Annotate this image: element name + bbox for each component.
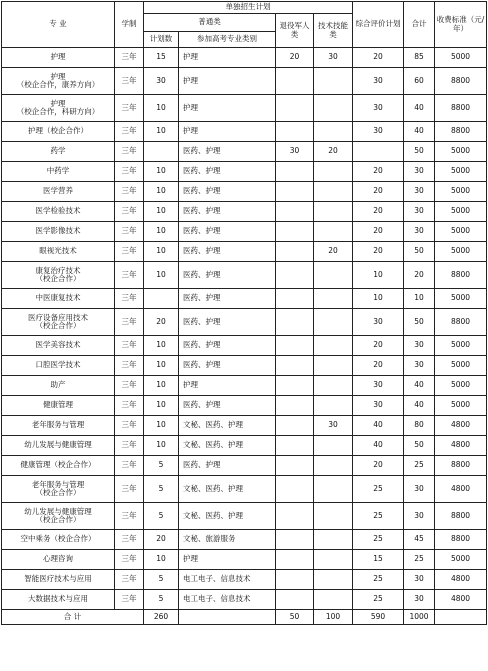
- cell-skill: [314, 202, 353, 222]
- cell-comp: 30: [353, 68, 404, 95]
- cell-fee: 5000: [435, 48, 487, 68]
- cell-total: 40: [404, 122, 435, 142]
- cell-major: 眼视光技术: [2, 242, 115, 262]
- cell-veteran: [276, 376, 314, 396]
- cell-veteran: [276, 503, 314, 530]
- cell-major: 医学影像技术: [2, 222, 115, 242]
- cell-skill: [314, 309, 353, 336]
- col-header-veteran: 退役军人类: [276, 14, 314, 48]
- cell-total: 45: [404, 530, 435, 550]
- cell-plan: 10: [144, 416, 179, 436]
- cell-comp: 30: [353, 376, 404, 396]
- cell-veteran: [276, 242, 314, 262]
- cell-years: 三年: [115, 202, 144, 222]
- cell-category: 文秘、医药、护理: [179, 416, 276, 436]
- cell-total: 30: [404, 570, 435, 590]
- cell-skill: [314, 262, 353, 289]
- cell-skill: [314, 356, 353, 376]
- cell-fee: 8800: [435, 456, 487, 476]
- col-header-comprehensive: 综合评价计划: [353, 2, 404, 48]
- cell-veteran: [276, 68, 314, 95]
- table-row: [2, 570, 487, 590]
- cell-category: 医药、护理: [179, 182, 276, 202]
- cell-years: 三年: [115, 142, 144, 162]
- cell-total: 80: [404, 416, 435, 436]
- table-row: [2, 356, 487, 376]
- cell-category: 护理: [179, 376, 276, 396]
- cell-fee: 4800: [435, 570, 487, 590]
- col-header-major: 专 业: [2, 2, 115, 48]
- cell-category: 电工电子、信息技术: [179, 570, 276, 590]
- cell-plan: 5: [144, 590, 179, 610]
- cell-major: 护理（校企合作）: [2, 122, 115, 142]
- cell-major: 中医康复技术: [2, 289, 115, 309]
- cell-fee: 5000: [435, 222, 487, 242]
- table-row: [2, 202, 487, 222]
- cell-fee: 8800: [435, 95, 487, 122]
- col-header-exam-category: 参加高考专业类别: [179, 32, 276, 48]
- cell-major: 空中乘务（校企合作）: [2, 530, 115, 550]
- cell-major: 护理: [2, 48, 115, 68]
- cell-total: 40: [404, 376, 435, 396]
- cell-comp: [353, 142, 404, 162]
- cell-years: 三年: [115, 376, 144, 396]
- cell-plan: 10: [144, 376, 179, 396]
- cell-fee: 8800: [435, 309, 487, 336]
- cell-plan: 5: [144, 476, 179, 503]
- cell-fee: 5000: [435, 396, 487, 416]
- cell-years: 三年: [115, 416, 144, 436]
- cell-skill: [314, 503, 353, 530]
- cell-plan: 5: [144, 503, 179, 530]
- cell-category: 护理: [179, 550, 276, 570]
- cell-total: 30: [404, 590, 435, 610]
- cell-category: 医药、护理: [179, 222, 276, 242]
- cell-total: 50: [404, 142, 435, 162]
- cell-plan: 5: [144, 570, 179, 590]
- cell-total: 30: [404, 476, 435, 503]
- table-row: [2, 142, 487, 162]
- cell-category: 医药、护理: [179, 142, 276, 162]
- cell-skill: 20: [314, 242, 353, 262]
- cell-veteran: [276, 162, 314, 182]
- totals-skill: 100: [314, 610, 353, 625]
- cell-major: 医学美容技术: [2, 336, 115, 356]
- cell-skill: [314, 162, 353, 182]
- cell-veteran: [276, 289, 314, 309]
- cell-fee: 8800: [435, 503, 487, 530]
- cell-years: 三年: [115, 162, 144, 182]
- cell-years: 三年: [115, 242, 144, 262]
- table-row: [2, 222, 487, 242]
- cell-category: 医药、护理: [179, 262, 276, 289]
- cell-years: 三年: [115, 222, 144, 242]
- cell-veteran: [276, 122, 314, 142]
- cell-skill: [314, 590, 353, 610]
- totals-veteran: 50: [276, 610, 314, 625]
- cell-fee: 5000: [435, 162, 487, 182]
- cell-major: 医学营养: [2, 182, 115, 202]
- cell-total: 30: [404, 503, 435, 530]
- cell-veteran: [276, 530, 314, 550]
- cell-major: 医学检验技术: [2, 202, 115, 222]
- cell-years: 三年: [115, 48, 144, 68]
- cell-fee: 5000: [435, 376, 487, 396]
- cell-comp: 40: [353, 436, 404, 456]
- cell-years: 三年: [115, 356, 144, 376]
- cell-total: 60: [404, 68, 435, 95]
- cell-major: 康复治疗技术 （校企合作）: [2, 262, 115, 289]
- table-row: [2, 550, 487, 570]
- cell-plan: 10: [144, 95, 179, 122]
- cell-category: 护理: [179, 95, 276, 122]
- cell-major: 幼儿发展与健康管理: [2, 436, 115, 456]
- cell-comp: 20: [353, 456, 404, 476]
- cell-veteran: [276, 590, 314, 610]
- cell-years: 三年: [115, 456, 144, 476]
- cell-plan: 5: [144, 456, 179, 476]
- cell-years: 三年: [115, 262, 144, 289]
- cell-comp: 25: [353, 570, 404, 590]
- table-row: [2, 503, 487, 530]
- cell-skill: [314, 530, 353, 550]
- table-row: [2, 590, 487, 610]
- cell-skill: [314, 289, 353, 309]
- cell-veteran: [276, 262, 314, 289]
- cell-plan: 10: [144, 162, 179, 182]
- cell-comp: 10: [353, 289, 404, 309]
- cell-plan: 10: [144, 202, 179, 222]
- table-row: [2, 416, 487, 436]
- cell-veteran: [276, 336, 314, 356]
- cell-total: 30: [404, 356, 435, 376]
- table-row: [2, 530, 487, 550]
- cell-comp: 20: [353, 162, 404, 182]
- cell-plan: 10: [144, 356, 179, 376]
- cell-veteran: [276, 416, 314, 436]
- cell-veteran: [276, 456, 314, 476]
- table-row: [2, 242, 487, 262]
- cell-years: 三年: [115, 182, 144, 202]
- cell-major: 口腔医学技术: [2, 356, 115, 376]
- cell-comp: 20: [353, 242, 404, 262]
- cell-plan: [144, 142, 179, 162]
- cell-plan: 10: [144, 242, 179, 262]
- cell-fee: 8800: [435, 68, 487, 95]
- cell-skill: [314, 396, 353, 416]
- cell-plan: 15: [144, 48, 179, 68]
- cell-years: 三年: [115, 336, 144, 356]
- cell-years: 三年: [115, 122, 144, 142]
- cell-veteran: [276, 182, 314, 202]
- cell-comp: 15: [353, 550, 404, 570]
- cell-category: 医药、护理: [179, 336, 276, 356]
- cell-skill: [314, 122, 353, 142]
- cell-plan: 10: [144, 396, 179, 416]
- cell-category: 电工电子、信息技术: [179, 590, 276, 610]
- cell-comp: 20: [353, 202, 404, 222]
- table-row: [2, 289, 487, 309]
- cell-category: 文秘、医药、护理: [179, 503, 276, 530]
- cell-veteran: [276, 550, 314, 570]
- cell-skill: 20: [314, 142, 353, 162]
- cell-total: 85: [404, 48, 435, 68]
- cell-category: 医药、护理: [179, 309, 276, 336]
- cell-years: 三年: [115, 530, 144, 550]
- cell-category: 医药、护理: [179, 396, 276, 416]
- cell-total: 50: [404, 242, 435, 262]
- table-row: [2, 95, 487, 122]
- cell-veteran: 20: [276, 48, 314, 68]
- cell-category: 护理: [179, 122, 276, 142]
- cell-total: 30: [404, 336, 435, 356]
- cell-comp: 30: [353, 396, 404, 416]
- col-header-fee: 收费标准（元/年）: [435, 2, 487, 48]
- cell-veteran: [276, 309, 314, 336]
- cell-plan: 20: [144, 530, 179, 550]
- cell-years: 三年: [115, 550, 144, 570]
- table-row: [2, 436, 487, 456]
- cell-major: 健康管理（校企合作）: [2, 456, 115, 476]
- cell-fee: 5000: [435, 202, 487, 222]
- cell-skill: [314, 376, 353, 396]
- cell-fee: 4800: [435, 436, 487, 456]
- cell-fee: 8800: [435, 262, 487, 289]
- cell-fee: 5000: [435, 182, 487, 202]
- cell-total: 50: [404, 436, 435, 456]
- totals-total: 1000: [404, 610, 435, 625]
- col-header-putong: 普通类: [144, 14, 276, 32]
- table-row: [2, 476, 487, 503]
- cell-total: 30: [404, 222, 435, 242]
- cell-skill: [314, 436, 353, 456]
- cell-years: 三年: [115, 309, 144, 336]
- cell-veteran: [276, 570, 314, 590]
- cell-total: 30: [404, 182, 435, 202]
- cell-comp: 20: [353, 182, 404, 202]
- cell-plan: 10: [144, 262, 179, 289]
- table-row: [2, 68, 487, 95]
- col-header-skill: 技术技能类: [314, 14, 353, 48]
- table-row: [2, 262, 487, 289]
- cell-years: 三年: [115, 570, 144, 590]
- cell-years: 三年: [115, 68, 144, 95]
- cell-comp: 40: [353, 416, 404, 436]
- cell-major: 健康管理: [2, 396, 115, 416]
- cell-skill: [314, 550, 353, 570]
- table-row: [2, 309, 487, 336]
- cell-major: 大数据技术与应用: [2, 590, 115, 610]
- cell-major: 护理 （校企合作，康养方向）: [2, 68, 115, 95]
- cell-veteran: [276, 476, 314, 503]
- cell-years: 三年: [115, 396, 144, 416]
- col-header-plan-count: 计划数: [144, 32, 179, 48]
- cell-plan: 10: [144, 436, 179, 456]
- cell-category: 护理: [179, 68, 276, 95]
- table-row: [2, 456, 487, 476]
- cell-total: 40: [404, 396, 435, 416]
- table-row: [2, 376, 487, 396]
- totals-category: [179, 610, 276, 625]
- cell-category: 医药、护理: [179, 162, 276, 182]
- cell-comp: 30: [353, 122, 404, 142]
- cell-major: 中药学: [2, 162, 115, 182]
- cell-fee: 8800: [435, 530, 487, 550]
- header-row-1: [2, 2, 487, 14]
- cell-years: 三年: [115, 95, 144, 122]
- cell-total: 30: [404, 162, 435, 182]
- cell-comp: 30: [353, 95, 404, 122]
- cell-veteran: [276, 202, 314, 222]
- cell-total: 25: [404, 550, 435, 570]
- cell-major: 医疗设备应用技术 （校企合作）: [2, 309, 115, 336]
- cell-comp: 20: [353, 336, 404, 356]
- cell-category: 医药、护理: [179, 456, 276, 476]
- cell-veteran: 30: [276, 142, 314, 162]
- cell-skill: [314, 456, 353, 476]
- cell-plan: 10: [144, 182, 179, 202]
- cell-plan: 20: [144, 309, 179, 336]
- table-row: [2, 122, 487, 142]
- cell-major: 药学: [2, 142, 115, 162]
- cell-category: 护理: [179, 48, 276, 68]
- cell-category: 文秘、医药、护理: [179, 436, 276, 456]
- cell-fee: 5000: [435, 356, 487, 376]
- cell-category: 文秘、旅游服务: [179, 530, 276, 550]
- cell-total: 50: [404, 309, 435, 336]
- cell-fee: 4800: [435, 416, 487, 436]
- cell-major: 幼儿发展与健康管理 （校企合作）: [2, 503, 115, 530]
- table-row: [2, 162, 487, 182]
- cell-skill: 30: [314, 48, 353, 68]
- col-header-duration: 学制: [115, 2, 144, 48]
- cell-years: 三年: [115, 289, 144, 309]
- cell-fee: 5000: [435, 550, 487, 570]
- cell-skill: [314, 182, 353, 202]
- totals-fee: [435, 610, 487, 625]
- cell-fee: 8800: [435, 122, 487, 142]
- col-header-total: 合计: [404, 2, 435, 48]
- cell-comp: 25: [353, 590, 404, 610]
- totals-row: [2, 610, 487, 625]
- totals-comp: 590: [353, 610, 404, 625]
- cell-total: 20: [404, 262, 435, 289]
- cell-category: 医药、护理: [179, 242, 276, 262]
- cell-skill: [314, 68, 353, 95]
- cell-comp: 25: [353, 530, 404, 550]
- cell-veteran: [276, 396, 314, 416]
- cell-veteran: [276, 222, 314, 242]
- cell-major: 老年服务与管理: [2, 416, 115, 436]
- cell-years: 三年: [115, 436, 144, 456]
- cell-comp: 10: [353, 262, 404, 289]
- cell-comp: 25: [353, 503, 404, 530]
- cell-veteran: [276, 95, 314, 122]
- cell-years: 三年: [115, 476, 144, 503]
- cell-skill: [314, 222, 353, 242]
- cell-total: 40: [404, 95, 435, 122]
- cell-plan: 10: [144, 222, 179, 242]
- cell-plan: [144, 289, 179, 309]
- cell-skill: [314, 336, 353, 356]
- cell-years: 三年: [115, 590, 144, 610]
- enrollment-plan-table: [1, 1, 487, 625]
- cell-plan: 30: [144, 68, 179, 95]
- cell-fee: 5000: [435, 336, 487, 356]
- cell-comp: 30: [353, 309, 404, 336]
- cell-veteran: [276, 436, 314, 456]
- cell-category: 医药、护理: [179, 202, 276, 222]
- cell-category: 文秘、医药、护理: [179, 476, 276, 503]
- cell-comp: 20: [353, 48, 404, 68]
- cell-years: 三年: [115, 503, 144, 530]
- cell-major: 老年服务与管理 （校企合作）: [2, 476, 115, 503]
- cell-skill: [314, 476, 353, 503]
- cell-total: 25: [404, 456, 435, 476]
- totals-plan: 260: [144, 610, 179, 625]
- cell-major: 护理 （校企合作，科研方向）: [2, 95, 115, 122]
- cell-skill: [314, 95, 353, 122]
- cell-fee: 4800: [435, 590, 487, 610]
- cell-comp: 20: [353, 222, 404, 242]
- cell-total: 30: [404, 202, 435, 222]
- cell-plan: 10: [144, 550, 179, 570]
- cell-fee: 4800: [435, 476, 487, 503]
- cell-fee: 5000: [435, 289, 487, 309]
- cell-category: 医药、护理: [179, 356, 276, 376]
- table-row: [2, 48, 487, 68]
- table-row: [2, 336, 487, 356]
- totals-label: 合 计: [2, 610, 144, 625]
- cell-comp: 20: [353, 356, 404, 376]
- table-row: [2, 396, 487, 416]
- cell-skill: [314, 570, 353, 590]
- cell-fee: 5000: [435, 142, 487, 162]
- cell-plan: 10: [144, 336, 179, 356]
- cell-veteran: [276, 356, 314, 376]
- cell-major: 心理咨询: [2, 550, 115, 570]
- cell-comp: 25: [353, 476, 404, 503]
- cell-major: 助产: [2, 376, 115, 396]
- cell-category: 医药、护理: [179, 289, 276, 309]
- cell-plan: 10: [144, 122, 179, 142]
- cell-fee: 5000: [435, 242, 487, 262]
- table-row: [2, 182, 487, 202]
- cell-total: 10: [404, 289, 435, 309]
- cell-major: 智能医疗技术与应用: [2, 570, 115, 590]
- cell-skill: 30: [314, 416, 353, 436]
- col-header-plan-group: 单独招生计划: [144, 2, 353, 14]
